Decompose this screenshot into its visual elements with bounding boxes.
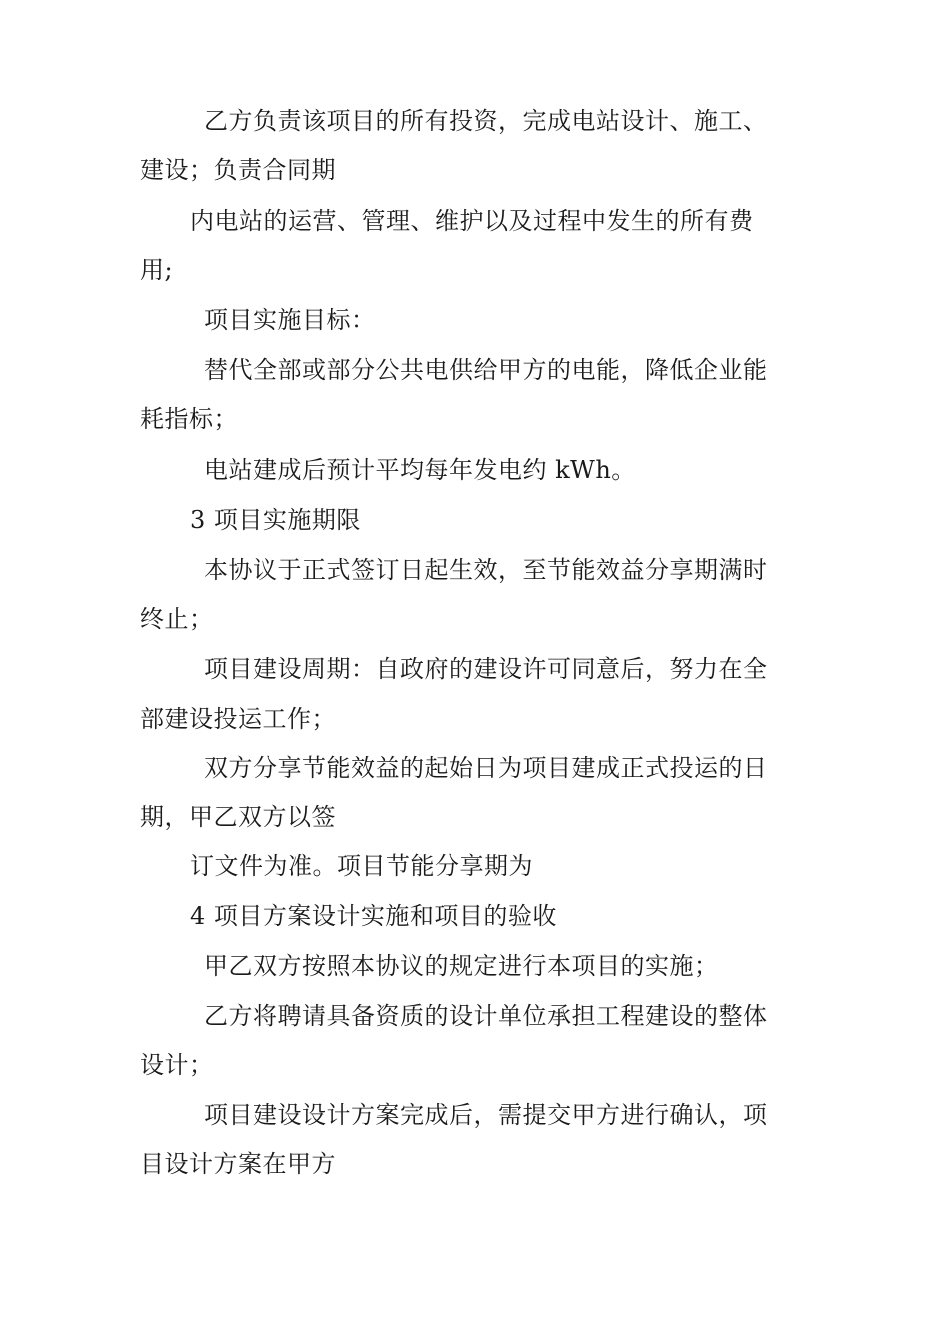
text-line: 目设计方案在甲方 — [140, 1150, 336, 1178]
text-line: 终止； — [140, 605, 214, 633]
section-heading: 3 项目实施期限 — [190, 506, 361, 534]
section-heading: 4 项目方案设计实施和项目的验收 — [190, 902, 557, 930]
text-line: 订文件为准。项目节能分享期为 — [190, 852, 533, 880]
text-line: 部建设投运工作； — [140, 705, 336, 733]
text-line: 替代全部或部分公共电供给甲方的电能，降低企业能 — [204, 356, 768, 384]
text-line: 乙方将聘请具备资质的设计单位承担工程建设的整体 — [204, 1002, 768, 1030]
text-line: 双方分享节能效益的起始日为项目建成正式投运的日 — [204, 754, 768, 782]
text-line: 项目实施目标： — [204, 306, 376, 334]
text-line: 内电站的运营、管理、维护以及过程中发生的所有费 — [190, 207, 754, 235]
text-line: 本协议于正式签订日起生效，至节能效益分享期满时 — [204, 556, 768, 584]
text-line: 电站建成后预计平均每年发电约 kWh。 — [204, 456, 636, 484]
text-line: 项目建设周期：自政府的建设许可同意后，努力在全 — [204, 655, 768, 683]
text-line: 项目建设设计方案完成后，需提交甲方进行确认，项 — [204, 1101, 768, 1129]
text-line: 用; — [140, 256, 174, 284]
text-line: 耗指标； — [140, 405, 238, 433]
text-line: 建设；负责合同期 — [140, 156, 336, 184]
text-line: 设计； — [140, 1051, 214, 1079]
text-line: 甲乙双方按照本协议的规定进行本项目的实施； — [204, 952, 719, 980]
text-line: 期，甲乙双方以签 — [140, 803, 336, 831]
text-line: 乙方负责该项目的所有投资，完成电站设计、施工、 — [204, 107, 768, 135]
